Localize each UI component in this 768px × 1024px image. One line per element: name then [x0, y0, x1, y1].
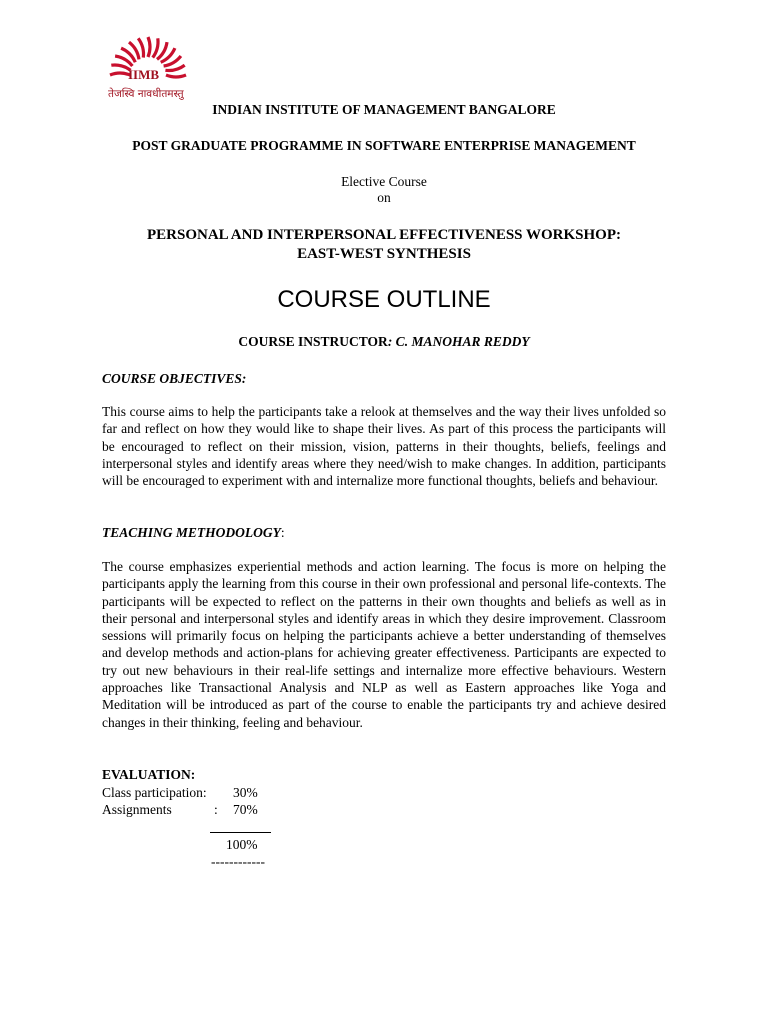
methodology-heading-colon: :: [280, 525, 285, 540]
logo-ray: [148, 37, 150, 57]
evaluation-heading: EVALUATION:: [102, 767, 196, 782]
logo-text: IIMB: [128, 67, 160, 82]
objectives-body: This course aims to help the participants take a relook at themselves and the way their lives unfolded so far and reflect on how they would like to shape their lives. As part of this process the participants will be encouraged to reflect on their mission, vision, patterns in their thoughts, beliefs, feelings and interpersonal styles and identify areas where they need/wish to make changes. In addition, participants will be encouraged to experiment with and internalize more functional thoughts, beliefs and behaviour.: [102, 404, 666, 489]
eval-total: 100%: [226, 837, 258, 852]
eval-row-value: 30%: [233, 785, 258, 800]
objectives-heading: COURSE OBJECTIVES:: [102, 371, 247, 386]
instructor-label: COURSE INSTRUCTOR: [238, 334, 388, 349]
programme-name: POST GRADUATE PROGRAMME IN SOFTWARE ENTERPRISE MANAGEMENT: [132, 138, 636, 153]
eval-row-value: 70%: [233, 802, 258, 817]
eval-row-label: Class participation:: [102, 785, 207, 800]
logo-ray: [153, 38, 158, 57]
total-underline: [210, 832, 271, 833]
course-title-line2: EAST-WEST SYNTHESIS: [297, 246, 471, 262]
eval-row-sep: :: [214, 802, 218, 817]
institute-name: INDIAN INSTITUTE OF MANAGEMENT BANGALORE: [212, 102, 556, 117]
instructor-name: : C. MANOHAR REDDY: [387, 334, 530, 349]
eval-row-label: Assignments: [102, 802, 172, 817]
eval-dashes: ------------: [211, 854, 265, 869]
logo-ray: [166, 75, 186, 77]
page-title: COURSE OUTLINE: [277, 286, 491, 313]
instructor-line: [0, 333, 768, 350]
logo-motto: तेजस्वि नावधीतमस्तु: [108, 88, 184, 100]
iimb-logo-graphic: [104, 35, 192, 105]
methodology-heading: [102, 524, 285, 541]
elective-on: on: [377, 190, 391, 205]
iimb-logo: [104, 35, 192, 105]
logo-ray: [110, 73, 130, 75]
elective-line: Elective Course: [341, 174, 427, 189]
methodology-heading-text: TEACHING METHODOLOGY: [102, 525, 281, 540]
methodology-body: The course emphasizes experiential methods and action learning. The focus is more on helping the participants apply the learning from this course in their own professional and personal life-contexts. The participants will be expected to reflect on the patterns in their own thoughts and beliefs as well as in their personal and interpersonal styles and identify areas in which they desire improvement. Classroom sessions will primarily focus on helping the participants achieve a better understanding of themselves and develop methods and action-plans for achieving greater effectiveness. Participants are expected to try out new behaviours in their real-life settings and internalize more effective behaviours. Western approaches like Transactional Analysis and NLP as well as Eastern approaches like Yoga and Meditation will be introduced as part of the course to enable the participants try and achieve desired changes in their thinking, feeling and behaviour.: [102, 559, 666, 730]
course-title-line1: PERSONAL AND INTERPERSONAL EFFECTIVENESS WORKSHOP:: [147, 227, 621, 243]
